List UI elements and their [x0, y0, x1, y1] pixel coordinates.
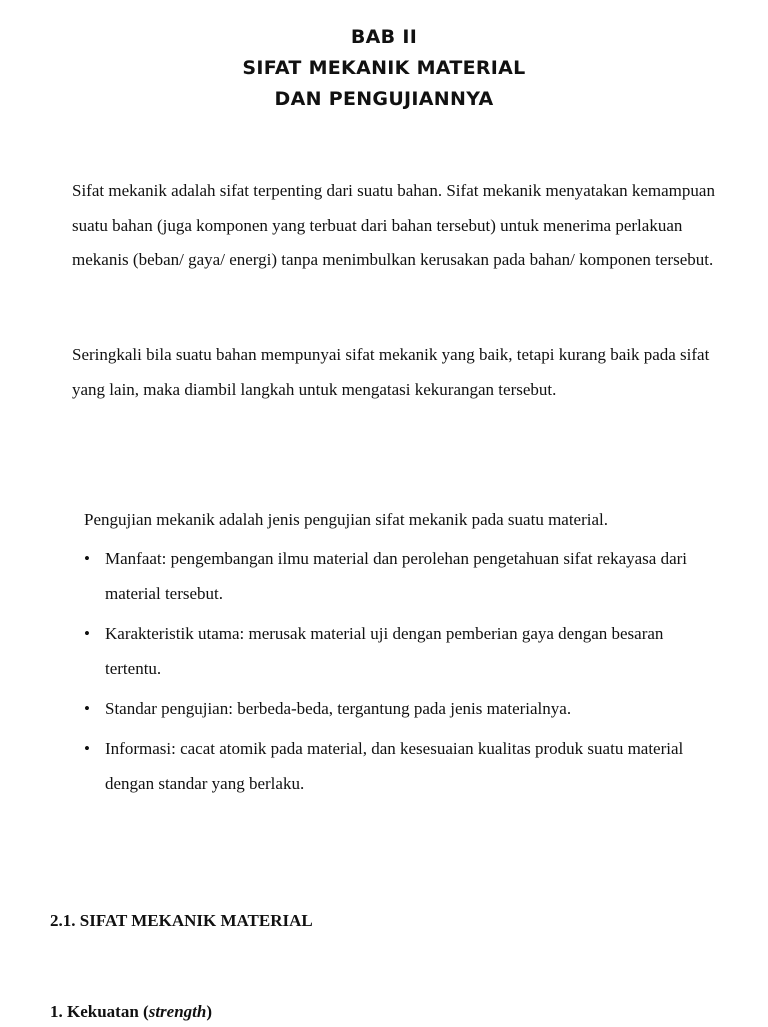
bullet-item-standar [84, 691, 704, 726]
bullet-icon: • [84, 624, 90, 643]
chapter-heading [0, 22, 768, 115]
paragraph-property-tradeoff: Seringkali bila suatu bahan mempunyai sifat mekanik yang baik, tetapi kurang baik pada sifat yang lain, maka diambil langkah untuk mengatasi kekurangan tersebut. [72, 345, 710, 399]
section-title: 2.1. SIFAT MEKANIK MATERIAL [50, 911, 313, 930]
subsection-term: strength [148, 1002, 207, 1021]
subsection-suffix: ) [206, 1002, 213, 1021]
bullet-text: Informasi: cacat atomik pada material, dan kesesuaian kualitas produk suatu material dengan standar yang berlaku. [105, 739, 684, 793]
subsection-title [50, 997, 212, 1027]
bullet-item-karakteristik [84, 616, 704, 686]
chapter-title-line-1: SIFAT MEKANIK MATERIAL [242, 57, 526, 79]
chapter-number: BAB II [350, 26, 418, 48]
paragraph-mechanical-properties: Sifat mekanik adalah sifat terpenting dari suatu bahan. Sifat mekanik menyatakan kemampuan suatu bahan (juga komponen yang terbuat dari bahan tersebut) untuk menerima perlakuan mekanis (beban/ gaya/ energi) tanpa menimbulkan kerusakan pada bahan/ komponen tersebut. [72, 181, 715, 269]
subsection-prefix: 1. Kekuatan ( [50, 1002, 149, 1021]
bullet-text: Manfaat: pengembangan ilmu material dan perolehan pengetahuan sifat rekayasa dari material tersebut. [105, 549, 688, 603]
testing-bullet-list [84, 541, 704, 806]
chapter-title-line-2: DAN PENGUJIANNYA [274, 88, 494, 110]
bullet-item-informasi [84, 731, 704, 801]
bullet-icon: • [84, 549, 90, 568]
bullet-text: Karakteristik utama: merusak material uji dengan pemberian gaya dengan besaran tertentu. [105, 624, 664, 678]
bullet-text: Standar pengujian: berbeda-beda, tergantung pada jenis materialnya. [105, 699, 572, 718]
testing-intro: Pengujian mekanik adalah jenis pengujian sifat mekanik pada suatu material. [84, 510, 609, 529]
bullet-icon: • [84, 699, 90, 718]
bullet-icon: • [84, 739, 90, 758]
bullet-item-manfaat [84, 541, 704, 611]
